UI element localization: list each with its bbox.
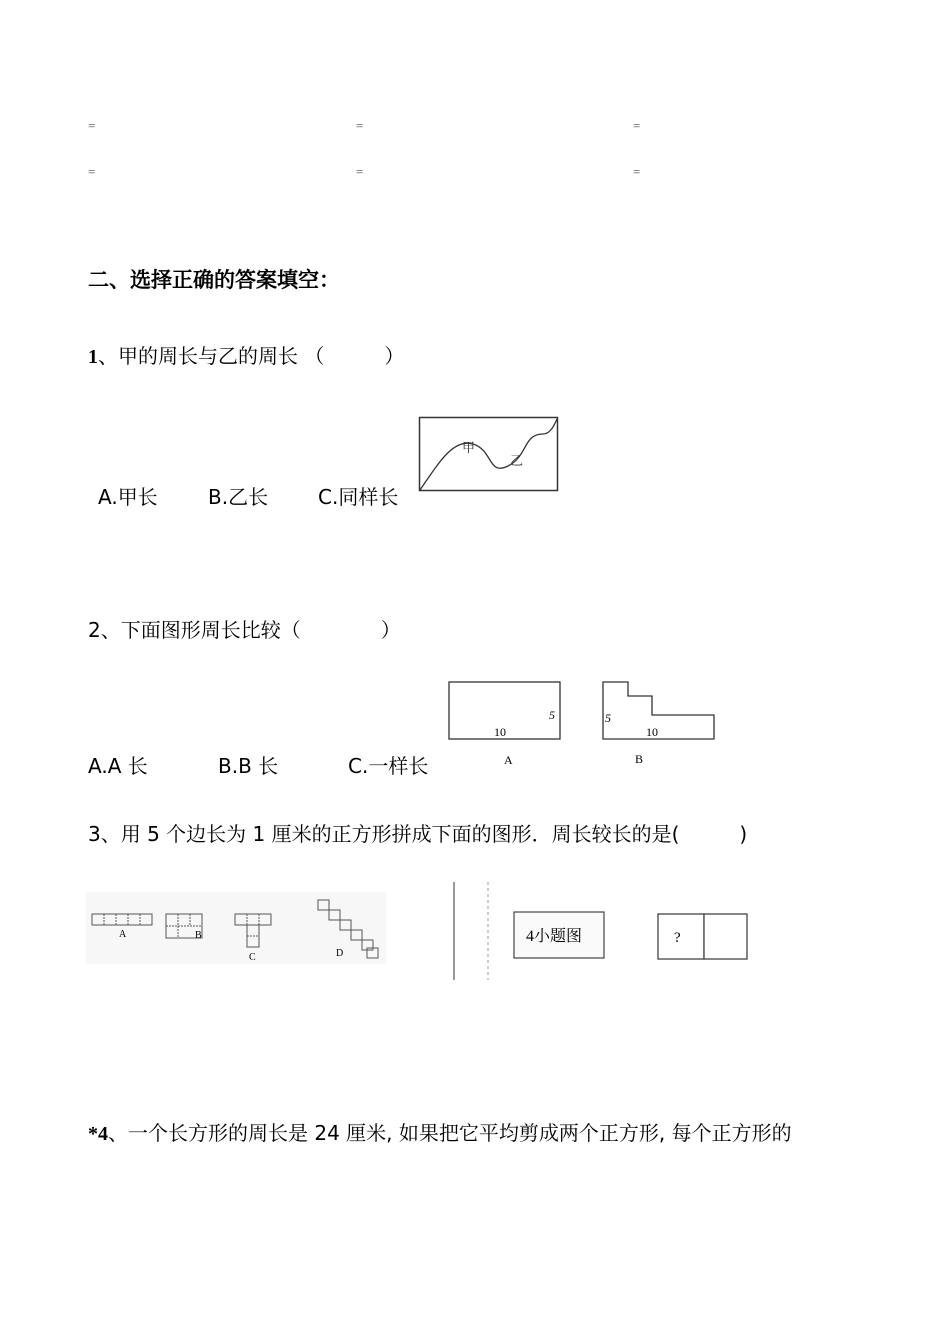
option-c: C.一样长 [348, 754, 429, 778]
equals-sign: = [88, 164, 96, 179]
option-c: C.同样长 [318, 485, 399, 509]
equals-sign: = [356, 164, 364, 179]
question-mark: ? [674, 930, 681, 946]
rectangle-outline [420, 418, 558, 491]
section-title: 二、选择正确的答案填空： [88, 268, 340, 292]
option-b: B.乙长 [208, 485, 269, 509]
question-1 [88, 340, 404, 369]
figure-b-height-label: 5 [605, 711, 611, 725]
square-left [658, 914, 704, 959]
shape-a-label: A [119, 929, 127, 940]
equals-sign: = [88, 118, 96, 133]
question-number: *4 [88, 1123, 108, 1145]
figure-b-name: B [635, 752, 644, 766]
equals-sign: = [356, 118, 364, 133]
figure-b-width-label: 10 [646, 725, 658, 739]
q1-figure [418, 416, 560, 494]
question-4 [88, 1117, 792, 1146]
square-right [704, 914, 747, 959]
q2-figures [445, 678, 725, 773]
question-text: 、甲的周长与乙的周长 （ ） [98, 344, 405, 368]
q3-figures [86, 880, 766, 984]
shape-b-label: B [195, 930, 202, 941]
figure-b-step-shape [603, 682, 714, 739]
shape-d-label: D [336, 948, 344, 959]
figure-a-width-label: 10 [494, 725, 506, 739]
option-a: A.A 长 [88, 754, 148, 778]
equals-sign: = [633, 164, 641, 179]
question-3: 3、用 5 个边长为 1 厘米的正方形拼成下面的图形．周长较长的是( ) [88, 822, 748, 846]
equals-sign: = [633, 118, 641, 133]
option-b: B.B 长 [218, 754, 279, 778]
figure-label-text: 4小题图 [526, 928, 583, 945]
question-number: 1 [88, 346, 98, 368]
region-yi-label: 乙 [510, 453, 524, 468]
question-text: 、一个长方形的周长是 24 厘米, 如果把它平均剪成两个正方形, 每个正方形的 [108, 1121, 792, 1145]
option-a: A.甲长 [98, 485, 158, 509]
wavy-divider [420, 419, 557, 490]
region-jia-label: 甲 [462, 440, 476, 455]
shape-c-label: C [249, 952, 256, 963]
figure-a-name: A [504, 753, 513, 767]
figure-a-height-label: 5 [549, 708, 555, 722]
question-2: 2、下面图形周长比较（ ） [88, 618, 401, 642]
